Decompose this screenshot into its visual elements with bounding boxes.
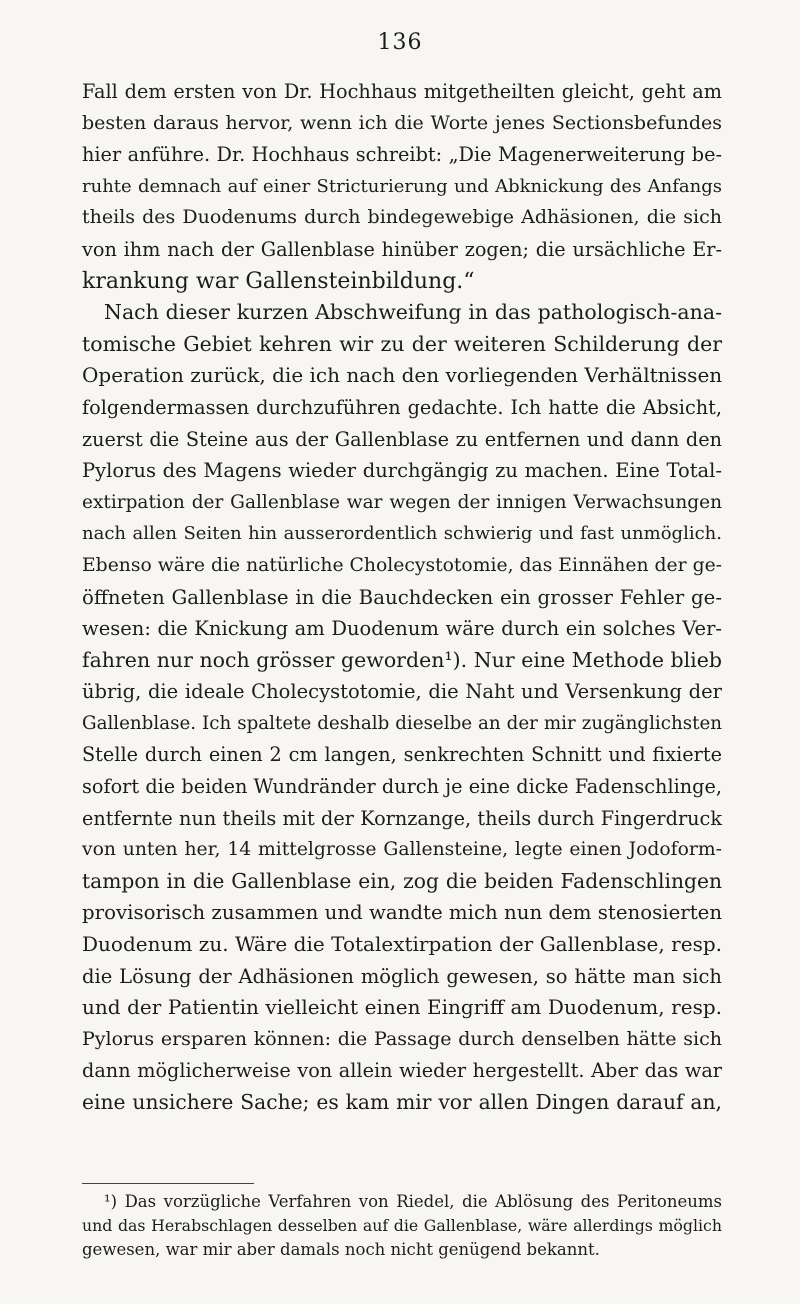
text-line: öffneten Gallenblase in die Bauchdecken ein grosser Fehler ge- — [82, 585, 722, 609]
page-number: 136 — [377, 30, 423, 55]
text-line: sofort die beiden Wundränder durch je eine dicke Fadenschlinge, — [82, 775, 722, 799]
footnote-line: ¹) Das vorzügliche Verfahren von Riedel, die Ablösung des Peritoneums — [104, 1192, 722, 1211]
footnote-block — [82, 1190, 722, 1262]
footnote-divider — [82, 1183, 254, 1184]
text-line: tampon in die Gallenblase ein, zog die beiden Fadenschlingen — [82, 868, 722, 893]
text-line: Fall dem ersten von Dr. Hochhaus mitgetheilten gleicht, geht am — [82, 80, 722, 103]
text-line: fahren nur noch grösser geworden¹). Nur eine Methode blieb — [82, 647, 722, 672]
text-line: von ihm nach der Gallenblase hinüber zogen; die ursächliche Er- — [82, 237, 722, 261]
text-line: Duodenum zu. Wäre die Totalextirpation der Gallenblase, resp. — [82, 932, 722, 957]
text-line: tomische Gebiet kehren wir zu der weiteren Schilderung der — [82, 331, 722, 356]
text-line: Operation zurück, die ich nach den vorliegenden Verhältnissen — [82, 363, 723, 388]
main-text-block — [82, 76, 722, 1119]
text-line: Pylorus ersparen können: die Passage durch denselben hätte sich — [82, 1027, 722, 1050]
text-line: entfernte nun theils mit der Kornzange, theils durch Fingerdruck — [82, 806, 722, 830]
text-line: ruhte demnach auf einer Stricturierung und Abknickung des Anfangs — [82, 175, 722, 197]
text-line: Pylorus des Magens wieder durchgängig zu machen. Eine Total- — [82, 459, 722, 483]
footnote-line: und das Herabschlagen desselben auf die Gallenblase, wäre allerdings möglich — [82, 1216, 722, 1235]
text-line: übrig, die ideale Cholecystotomie, die Naht und Versenkung der — [82, 680, 722, 704]
text-line: extirpation der Gallenblase war wegen der innigen Verwachsungen — [82, 491, 722, 513]
text-line: theils des Duodenums durch bindegewebige Adhäsionen, die sich — [82, 206, 722, 229]
text-line: und der Patientin vielleicht einen Eingriff am Duodenum, resp. — [82, 995, 722, 1020]
text-line: hier anführe. Dr. Hochhaus schreibt: „Die Magenerweiterung be- — [82, 143, 722, 167]
footnote-line: gewesen, war mir aber damals noch nicht genügend bekannt. — [82, 1240, 600, 1259]
paragraph-start-line: Nach dieser kurzen Abschweifung in das pathologisch-ana- — [104, 300, 722, 325]
text-line: Stelle durch einen 2 cm langen, senkrechten Schnitt und fixierte — [82, 743, 722, 767]
text-line: folgendermassen durchzuführen gedachte. Ich hatte die Absicht, — [82, 395, 722, 419]
text-line: Gallenblase. Ich spaltete deshalb dieselbe an der mir zugänglichsten — [82, 712, 722, 734]
text-line: zuerst die Steine aus der Gallenblase zu entfernen und dann den — [82, 427, 722, 451]
text-line: besten daraus hervor, wenn ich die Worte jenes Sectionsbefundes — [82, 111, 722, 134]
text-line: eine unsichere Sache; es kam mir vor allen Dingen darauf an, — [82, 1090, 722, 1114]
text-line: nach allen Seiten hin ausserordentlich schwierig und fast unmöglich. — [82, 523, 722, 545]
text-line: krankung war Gallensteinbildung.“ — [82, 268, 475, 294]
text-line: von unten her, 14 mittelgrosse Gallensteine, legte einen Jodoform- — [82, 839, 722, 861]
text-line: die Lösung der Adhäsionen möglich gewesen, so hätte man sich — [82, 964, 722, 988]
text-line: Ebenso wäre die natürliche Cholecystotomie, das Einnähen der ge- — [82, 554, 722, 576]
text-line: dann möglicherweise von allein wieder hergestellt. Aber das war — [82, 1059, 722, 1083]
text-line: wesen: die Knickung am Duodenum wäre durch ein solches Ver- — [82, 617, 722, 641]
text-line: provisorisch zusammen und wandte mich nun dem stenosierten — [82, 901, 723, 925]
